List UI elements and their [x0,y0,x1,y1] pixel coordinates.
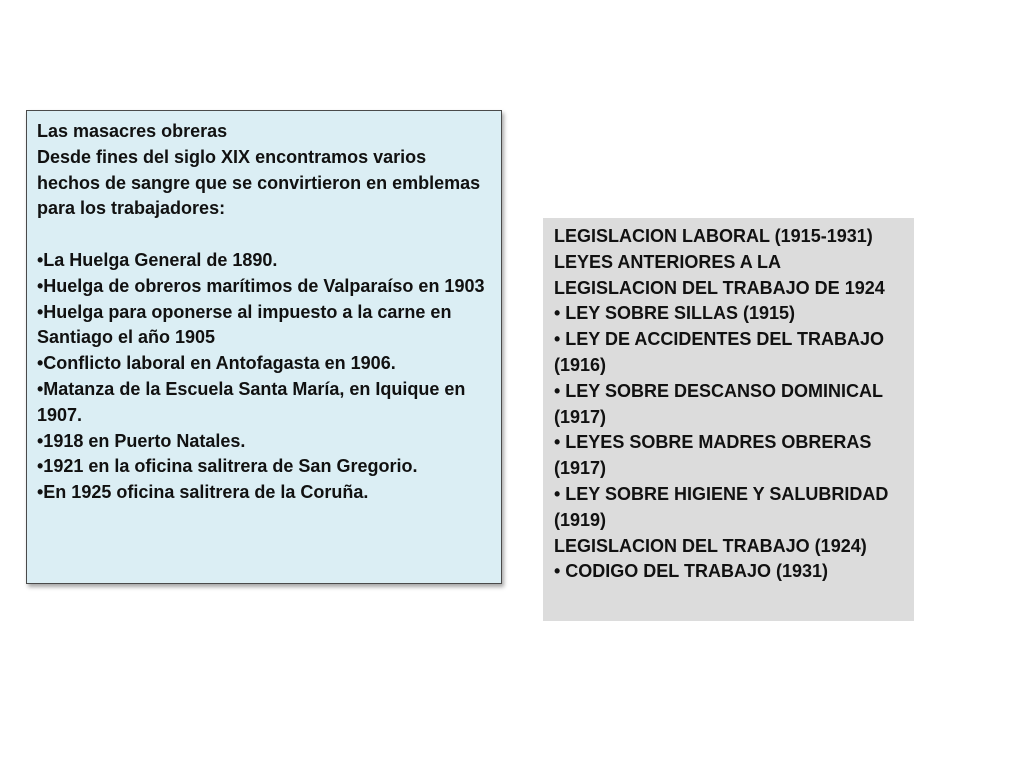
law-item: • LEYES SOBRE MADRES OBRERAS (1917) [554,432,872,479]
law-item: • LEY SOBRE DESCANSO DOMINICAL (1917) [554,380,883,427]
law-item-codigo: • CODIGO DEL TRABAJO (1931) [554,561,829,582]
legislation-subtitle: LEYES ANTERIORES A LA LEGISLACION DEL TRABAJO DE 1924 [554,251,885,298]
legislation-title: LEGISLACION LABORAL (1915-1931) [554,226,873,246]
massacres-intro: Desde fines del siglo XIX encontramos varios hechos de sangre que se convirtieron en emblemas para los trabajadores: [37,146,481,219]
massacre-item: •Huelga de obreros marítimos de Valparaíso en 1903 [37,275,485,296]
massacre-item: •Matanza de la Escuela Santa María, en Iquique en 1907. [37,378,466,425]
law-item: • LEY SOBRE HIGIENE Y SALUBRIDAD (1919) [554,483,889,530]
massacre-item: •En 1925 oficina salitrera de la Coruña. [37,482,369,503]
blank-line [37,222,491,248]
massacre-item: •Conflicto laboral en Antofagasta en 1906. [37,353,396,374]
massacres-title: Las masacres obreras [37,121,228,141]
law-item: • LEY DE ACCIDENTES DEL TRABAJO (1916) [554,329,885,375]
massacre-item: •1918 en Puerto Natales. [37,430,246,451]
massacre-item: •Huelga para oponerse al impuesto a la carne en Santiago el año 1905 [37,301,452,348]
massacre-item: •1921 en la oficina salitrera de San Gregorio. [37,456,418,477]
legislation-heading-1924: LEGISLACION DEL TRABAJO (1924) [554,535,867,556]
law-item: • LEY SOBRE SILLAS (1915) [554,303,796,324]
legislation-textbox [543,218,914,621]
massacres-textbox [26,110,502,584]
massacre-item: •La Huelga General de 1890. [37,249,278,270]
